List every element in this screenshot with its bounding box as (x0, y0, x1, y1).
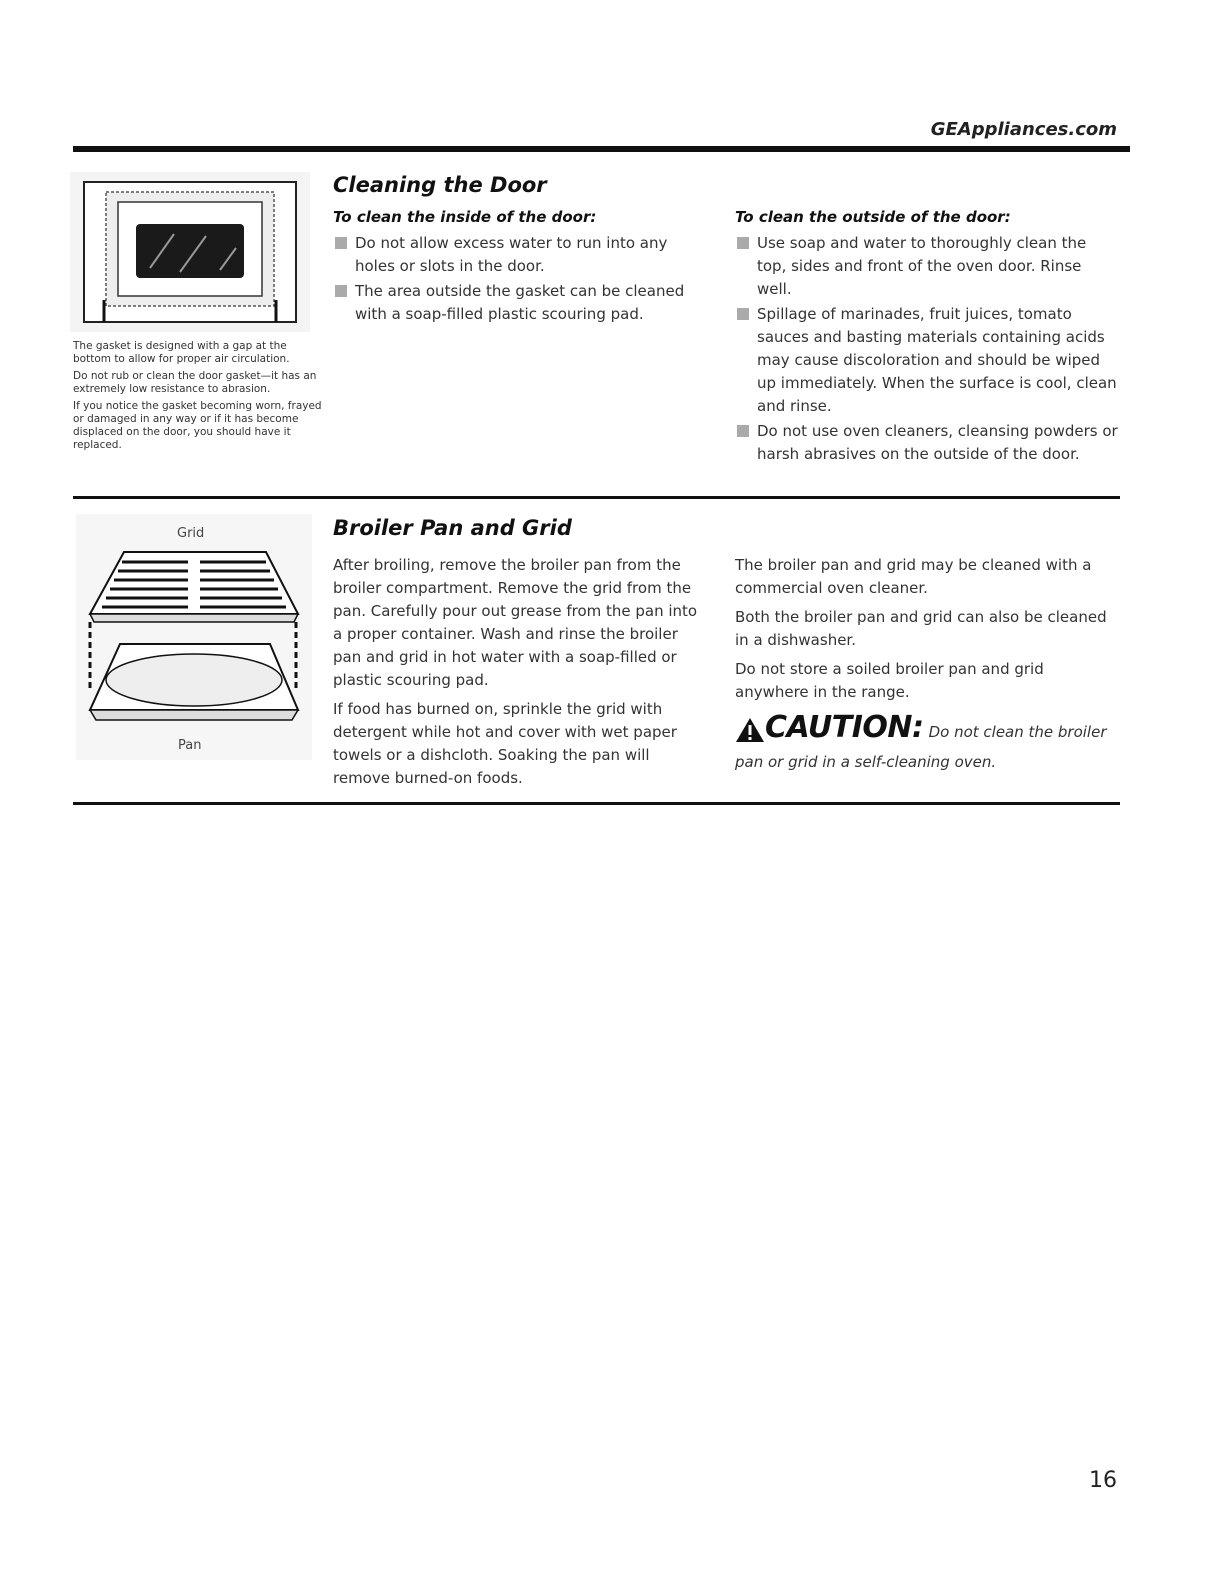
paragraph: After broiling, remove the broiler pan from the broiler compartment. Remove the grid from the pan. Carefully pour out grease from the pan into a proper container. Wash and rinse the broiler pan and grid in hot water with a soap-filled or plastic scouring pad. (333, 556, 698, 689)
header-rule (73, 146, 1130, 152)
paragraph: Both the broiler pan and grid can also be cleaned in a dishwasher. (735, 608, 1107, 649)
section-divider (73, 802, 1120, 805)
outside-door-block (735, 208, 1120, 468)
list-item: Spillage of marinades, fruit juices, tomato sauces and basting materials containing acids may cause discoloration and should be wiped up immediately. When the surface is cool, clean and rinse. (735, 303, 1120, 418)
page-number: 16 (1089, 1468, 1117, 1493)
door-captions (73, 340, 323, 456)
broiler-right-text (735, 554, 1120, 710)
list-item: Do not allow excess water to run into any holes or slots in the door. (333, 232, 703, 278)
pan-label: Pan (178, 738, 202, 753)
list-item: Use soap and water to thoroughly clean the top, sides and front of the oven door. Rinse well. (735, 232, 1120, 301)
oven-door-illustration (70, 172, 310, 332)
caution-label: CAUTION: (765, 710, 924, 745)
site-url: GEAppliances.com (930, 119, 1117, 140)
paragraph: Do not store a soiled broiler pan and grid anywhere in the range. (735, 660, 1044, 701)
paragraph: The broiler pan and grid may be cleaned with a commercial oven cleaner. (735, 556, 1092, 597)
section-title-broiler: Broiler Pan and Grid (333, 516, 572, 540)
outside-door-heading: To clean the outside of the door: (735, 208, 1011, 226)
door-caption: If you notice the gasket becoming worn, frayed or damaged in any way or if it has become displaced on the door, you should have it replaced. (73, 400, 322, 451)
list-item: Do not use oven cleaners, cleansing powders or harsh abrasives on the outside of the door. (735, 420, 1120, 466)
paragraph: If food has burned on, sprinkle the grid with detergent while hot and cover with wet paper towels or a dishcloth. Soaking the pan will remove burned-on foods. (333, 700, 677, 787)
inside-door-heading: To clean the inside of the door: (333, 208, 597, 226)
door-caption: The gasket is designed with a gap at the bottom to allow for proper air circulation. (73, 340, 290, 365)
warning-icon (735, 717, 765, 750)
broiler-left-text (333, 554, 708, 796)
broiler-figure (76, 514, 312, 760)
section-divider (73, 496, 1120, 499)
grid-label: Grid (177, 526, 205, 541)
section-title-door: Cleaning the Door (333, 173, 547, 197)
list-item: The area outside the gasket can be cleaned with a soap-filled plastic scouring pad. (333, 280, 703, 326)
caution-text: Do not clean the broiler pan or grid in a self-cleaning oven. (735, 723, 1107, 771)
inside-door-block (333, 208, 703, 328)
door-caption: Do not rub or clean the door gasket—it has an extremely low resistance to abrasion. (73, 370, 317, 395)
oven-door-figure (70, 172, 310, 332)
broiler-pan-grid-illustration (76, 514, 312, 760)
caution-block (735, 710, 1120, 774)
